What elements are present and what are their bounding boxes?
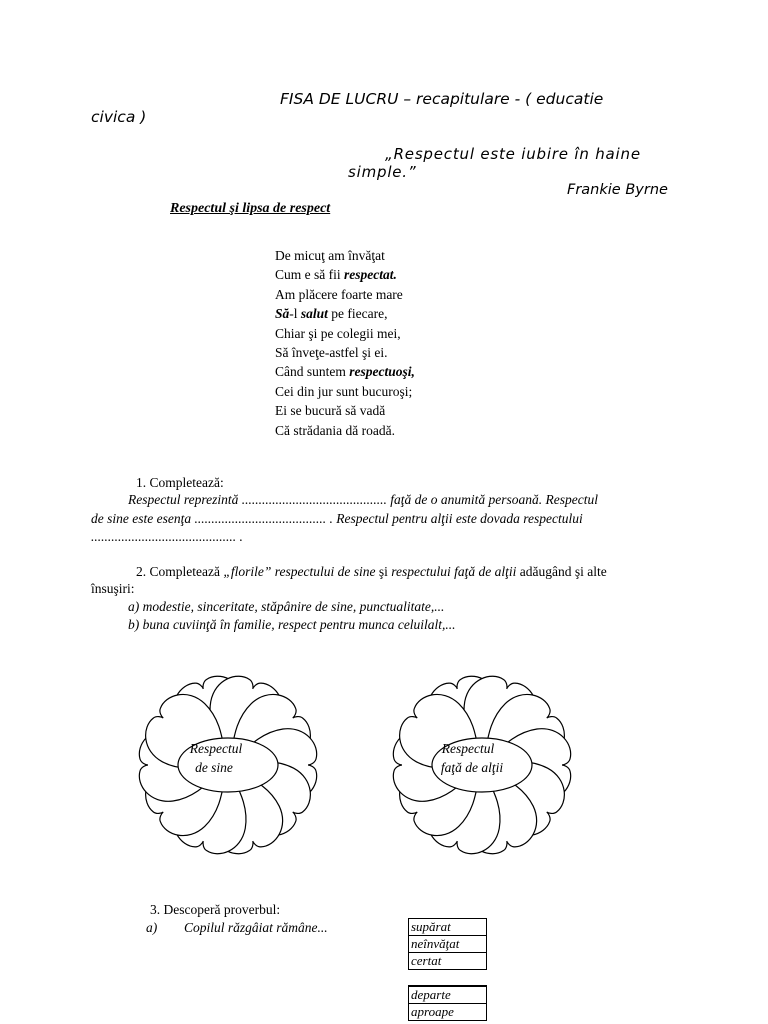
poem-emphasis: Să (275, 306, 290, 322)
poem-line: Să înveţe-astfel şi ei. (275, 345, 388, 361)
exercise2-item-b: b) buna cuviinţă în familie, respect pentru munca celuilalt,... (128, 617, 456, 632)
poem-text: pe fiecare, (327, 306, 388, 322)
exercise1-line1: Respectul reprezintă ........................................... faţă de o anumită persoană. Respectul (128, 492, 598, 507)
poem-line (275, 265, 415, 284)
word-cell: departe (409, 986, 487, 1004)
poem-line: Cei din jur sunt bucuroşi; (275, 383, 413, 399)
ex2-text-italic: respectului faţă de alţii (391, 564, 517, 579)
quote-author: Frankie Byrne (567, 182, 668, 198)
poem-text: -l (289, 306, 301, 322)
ex2-text-italic: „florile” respectului de sine (223, 564, 376, 579)
word-cell: certat (409, 953, 487, 970)
poem-line (275, 304, 415, 323)
exercise3-item-text: Copilul răzgâiat rămâne... (184, 920, 328, 935)
poem-line: Chiar şi pe colegii mei, (275, 325, 401, 341)
motto-quote-line2: simple.” (348, 163, 417, 181)
poem-line: Ei se bucură să vadă (275, 403, 386, 419)
flower-left-label-line1: Respectul (189, 741, 243, 756)
poem-emphasis: salut (300, 306, 328, 322)
worksheet-title-continued: civica ) (91, 108, 147, 126)
poem (275, 246, 415, 440)
exercise2-line2: însuşiri: (91, 581, 135, 596)
flower-right-label-line2: faţă de alţii (440, 760, 504, 775)
word-cell: supărat (409, 919, 487, 936)
poem-text: Cum e să fii (275, 267, 344, 283)
poem-line (275, 362, 415, 381)
exercise2-item-a: a) modestie, sinceritate, stăpânire de sine, punctualitate,... (128, 599, 445, 614)
word-cell: neînvăţat (409, 936, 487, 953)
word-choice-table-2 (408, 985, 487, 1021)
exercise1-line2: de sine este esenţa ....................................... . Respectul pentru alţii este dovada respectului (91, 511, 583, 526)
ex2-text: 2. Completează (136, 564, 224, 579)
word-cell: aproape (409, 1004, 487, 1021)
section-heading: Respectul şi lipsa de respect (170, 201, 331, 216)
exercise3-heading: 3. Descoperă proverbul: (150, 902, 281, 917)
poem-line: Am plăcere foarte mare (275, 286, 403, 302)
motto-quote-line1: „Respectul este iubire în haine (385, 145, 641, 163)
poem-text: Când suntem (275, 364, 350, 380)
flowers-diagram (0, 640, 768, 890)
exercise2-heading (136, 564, 607, 580)
exercise1-heading: 1. Completează: (136, 475, 224, 490)
ex2-text: adăugând şi alte (516, 564, 607, 579)
flower-left-label-line2: de sine (195, 760, 233, 775)
poem-line: Că strădania dă roadă. (275, 422, 395, 438)
ex2-text: şi (375, 564, 392, 579)
worksheet-title: FISA DE LUCRU – recapitulare - ( educatie (280, 90, 604, 108)
poem-line: De micuţ am învăţat (275, 248, 385, 263)
exercise3-item-label: a) (146, 920, 158, 935)
exercise1-line3: ........................................... . (91, 529, 243, 544)
word-choice-table-1 (408, 918, 487, 970)
poem-emphasis: respectuoşi, (349, 364, 415, 380)
poem-emphasis: respectat. (344, 267, 397, 283)
flower-right-label-line1: Respectul (441, 741, 495, 756)
